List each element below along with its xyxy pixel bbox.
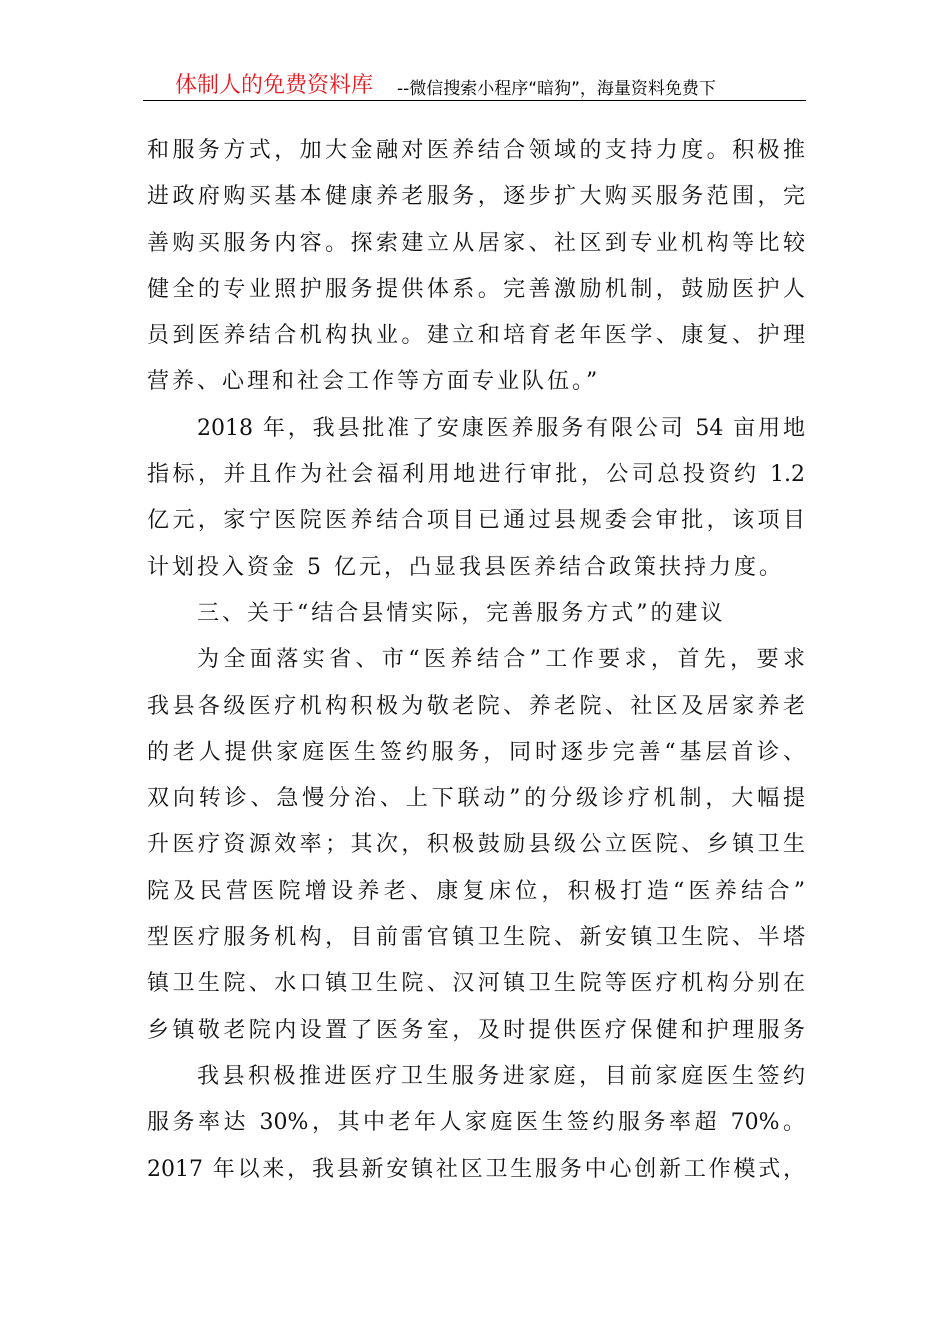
text-line: 2018 年，我县批准了安康医养服务有限公司 54 亩用地	[197, 415, 805, 441]
text-line: 三、关于“结合县情实际，完善服务方式”的建议	[197, 600, 726, 626]
header-tagline: --微信搜索小程序“暗狗”，海量资料免费下	[397, 79, 716, 99]
text-line: 镇卫生院、水口镇卫生院、汉河镇卫生院等医疗机构分别在	[147, 971, 805, 997]
text-line: 我县各级医疗机构积极为敬老院、养老院、社区及居家养老	[147, 693, 805, 719]
text-line: 计划投入资金 5 亿元，凸显我县医养结合政策扶持力度。	[147, 554, 784, 580]
text-line: 服务率达 30%，其中老年人家庭医生签约服务率超 70%。	[147, 1110, 805, 1136]
text-line: 健全的专业照护服务提供体系。完善激励机制，鼓励医护人	[147, 276, 805, 302]
page-header	[143, 66, 806, 101]
text-line: 亿元，家宁医院医养结合项目已通过县规委会审批，该项目	[147, 508, 805, 534]
text-line: 2017 年以来，我县新安镇社区卫生服务中心创新工作模式，	[147, 1156, 805, 1182]
document-body	[147, 128, 805, 1193]
text-line: 升医疗资源效率；其次，积极鼓励县级公立医院、乡镇卫生	[147, 832, 805, 858]
text-line: 型医疗服务机构，目前雷官镇卫生院、新安镇卫生院、半塔	[147, 925, 805, 951]
text-line: 指标，并且作为社会福利用地进行审批，公司总投资约 1.2	[147, 462, 805, 488]
text-line: 员到医养结合机构执业。建立和培育老年医学、康复、护理	[147, 323, 805, 349]
text-line: 双向转诊、急慢分治、上下联动”的分级诊疗机制，大幅提	[147, 786, 805, 812]
text-line: 和服务方式，加大金融对医养结合领域的支持力度。积极推	[147, 138, 805, 163]
text-line: 的老人提供家庭医生签约服务，同时逐步完善“基层首诊、	[147, 739, 805, 765]
text-line: 进政府购买基本健康养老服务，逐步扩大购买服务范围，完	[147, 184, 805, 210]
header-brand: 体制人的免费资料库	[175, 73, 374, 98]
text-line: 营养、心理和社会工作等方面专业队伍。”	[147, 369, 601, 395]
text-line: 善购买服务内容。探索建立从居家、社区到专业机构等比较	[147, 230, 805, 256]
text-line: 乡镇敬老院内设置了医务室，及时提供医疗保健和护理服务	[147, 1017, 805, 1043]
text-line: 院及民营医院增设养老、康复床位，积极打造“医养结合”	[147, 878, 805, 904]
text-line: 为全面落实省、市“医养结合”工作要求，首先，要求	[197, 647, 805, 673]
text-line: 我县积极推进医疗卫生服务进家庭，目前家庭医生签约	[197, 1063, 805, 1089]
